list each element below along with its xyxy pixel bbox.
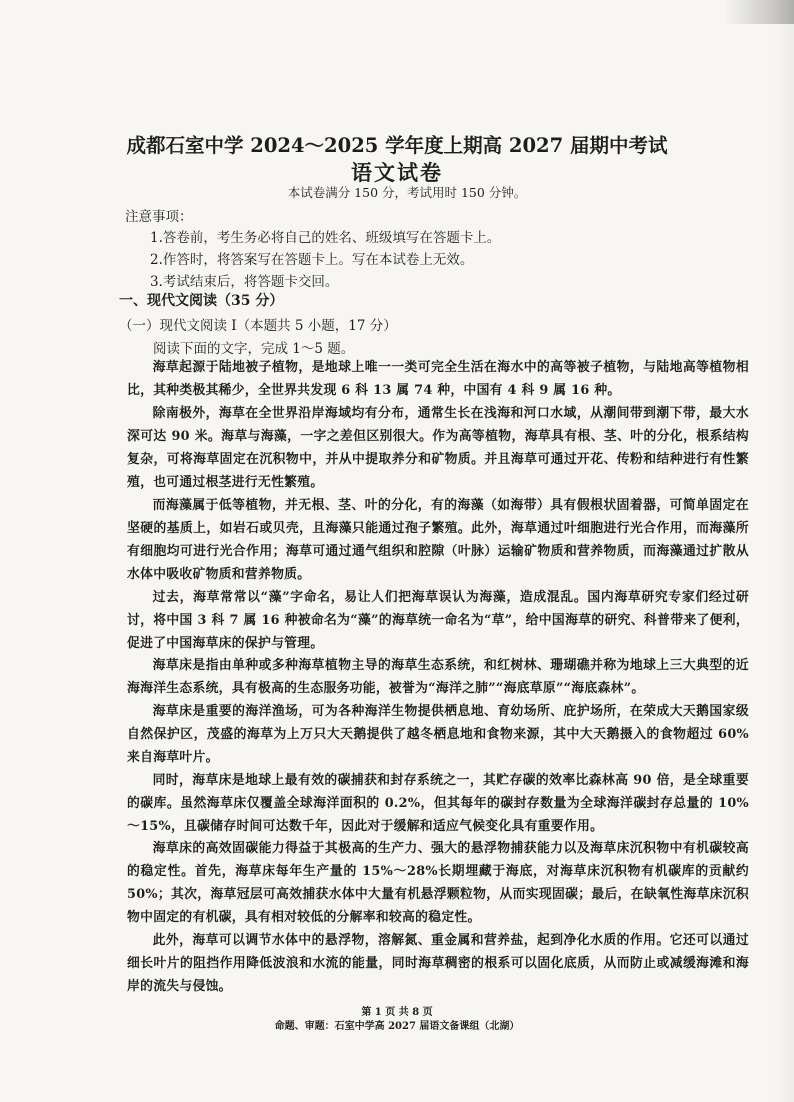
- passage-paragraph: 除南极外，海草在全世界沿岸海域均有分布，通常生长在浅海和河口水域，从潮间带到潮下带，最大水深可达 90 米。海草与海藻，一字之差但区别很大。作为高等植物，海草具有根、茎、叶的分化，根系结构复杂，可将海草固定在沉积物中，并从中提取养分和矿物质。并且海草可通过开花、传粉和结种进行有性繁殖，也可通过根茎进行无性繁殖。: [127, 406, 749, 490]
- notice-heading: 注意事项：: [125, 209, 193, 225]
- subsection-heading: （一）现代文阅读 Ⅰ（本题共 5 小题，17 分）: [119, 318, 397, 334]
- notice-item: 3.考试结束后，将答题卡交回。: [150, 274, 339, 290]
- passage-paragraph: 同时，海草床是地球上最有效的碳捕获和封存系统之一，其贮存碳的效率比森林高 90 倍，是全球重要的碳库。虽然海草床仅覆盖全球海洋面积的 0.2%，但其每年的碳封存数量为全球海洋碳封存总量的 10%～15%，且碳储存时间可达数千年，因此对于缓解和适应气候变化具有重要作用。: [127, 773, 749, 834]
- exam-title: 成都石室中学 2024～2025 学年度上期高 2027 届期中考试: [126, 134, 668, 157]
- exam-info: 本试卷满分 150 分，考试用时 150 分钟。: [287, 185, 527, 200]
- reading-instruction: 阅读下面的文字，完成 1～5 题。: [153, 341, 355, 357]
- passage-paragraph: 海草床是重要的海洋渔场，可为各种海洋生物提供栖息地、育幼场所、庇护场所，在荣成大天鹅国家级自然保护区，茂盛的海草为上万只大天鹅提供了越冬栖息地和食物来源，其中大天鹅摄入的食物超过 60%来自海草叶片。: [127, 704, 749, 765]
- passage-paragraph: 海草床的高效固碳能力得益于其极高的生产力、强大的悬浮物捕获能力以及海草床沉积物中有机碳较高的稳定性。首先，海草床每年生产量的 15%～28%长期埋藏于海底，对海草床沉积物有机碳库的贡献约 50%；其次，海草冠层可高效捕获水体中大量有机悬浮颗粒物，从而实现固碳；最后，在缺氧性海草床沉积物中固定的有机碳，具有相对较低的分解率和较高的稳定性。: [127, 841, 749, 925]
- passage-paragraph: 此外，海草可以调节水体中的悬浮物，溶解氮、重金属和营养盐，起到净化水质的作用。它还可以通过细长叶片的阻挡作用降低波浪和水流的能量，同时海草稠密的根系可以固化底质，从而防止或减缓海滩和海岸的流失与侵蚀。: [127, 933, 749, 994]
- section-heading: 一、现代文阅读（35 分）: [119, 293, 284, 309]
- notice-item: 2.作答时，将答案写在答题卡上。写在本试卷上无效。: [150, 252, 474, 268]
- exam-subject-title: 语文试卷: [351, 160, 443, 185]
- footer-credit: 命题、审题：石室中学高 2027 届语文备课组（北湖）: [274, 1021, 520, 1032]
- passage-paragraph: 过去，海草常常以“藻”字命名，易让人们把海草误认为海藻，造成混乱。国内海草研究专家们经过研讨，将中国 3 科 7 属 16 种被命名为“藻”的海草统一命名为“草”，给中国海草的研究、科普带来了便利，促进了中国海草床的保护与管理。: [127, 590, 749, 651]
- page-number: 第 1 页 共 8 页: [361, 1007, 433, 1018]
- passage-paragraph: 而海藻属于低等植物，并无根、茎、叶的分化，有的海藻（如海带）具有假根状固着器，可简单固定在坚硬的基质上，如岩石或贝壳，且海藻只能通过孢子繁殖。此外，海草通过叶细胞进行光合作用，而海藻所有细胞均可进行光合作用；海草可通过通气组织和腔隙（叶脉）运输矿物质和营养物质，而海藻通过扩散从水体中吸收矿物质和营养物质。: [127, 498, 749, 582]
- passage-paragraph: 海草起源于陆地被子植物，是地球上唯一一类可完全生活在海水中的高等被子植物，与陆地高等植物相比，其种类极其稀少，全世界共发现 6 科 13 属 74 种，中国有 4 科 9 属 16 种。: [127, 360, 749, 398]
- passage-paragraph: 海草床是指由单种或多种海草植物主导的海草生态系统，和红树林、珊瑚礁并称为地球上三大典型的近海海洋生态系统，具有极高的生态服务功能，被誉为“海洋之肺”“海底草原”“海底森林”。: [127, 658, 749, 696]
- notice-item: 1.答卷前，考生务必将自己的姓名、班级填写在答题卡上。: [150, 230, 501, 246]
